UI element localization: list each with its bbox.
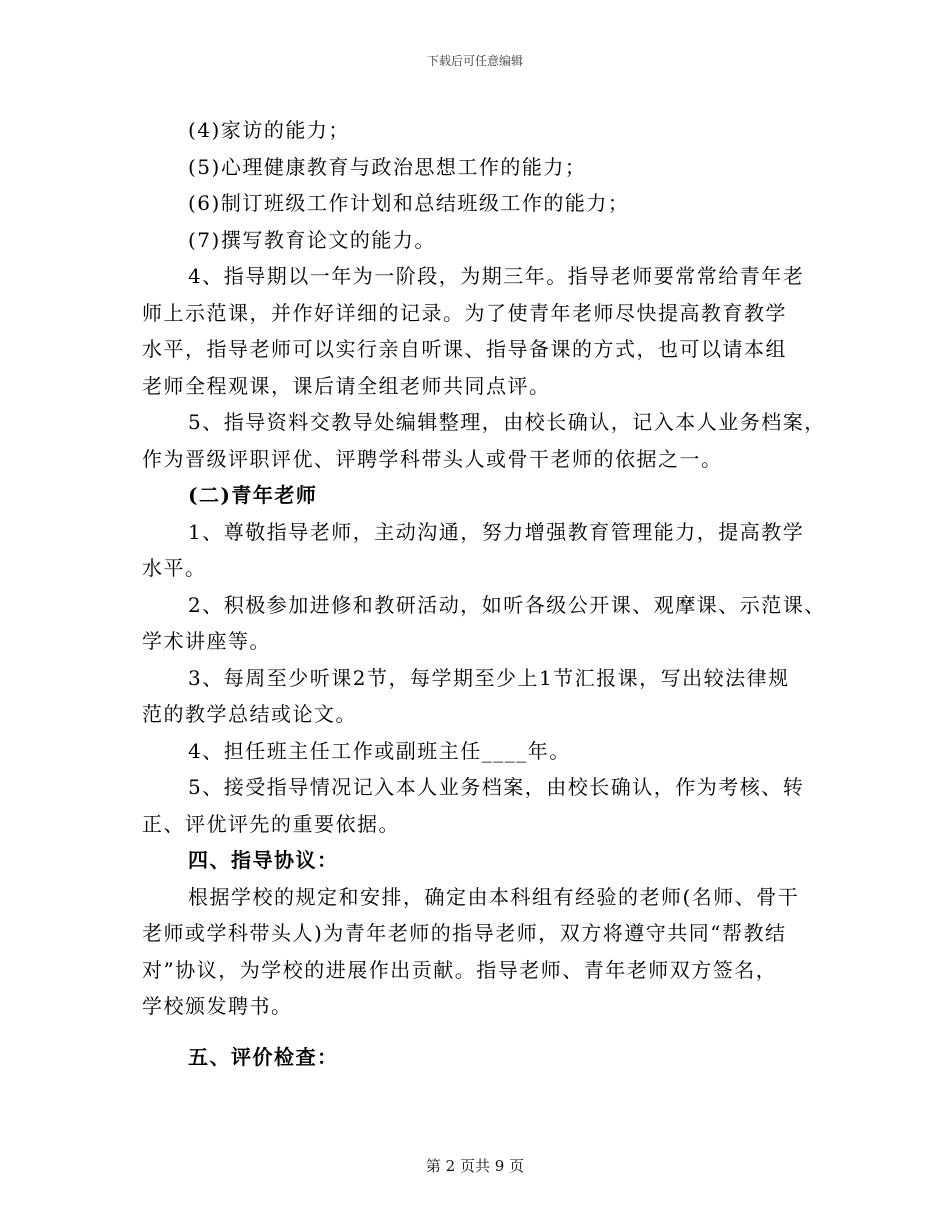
page-number-footer: 第 2 页共 9 页: [425, 1157, 525, 1175]
text-line: 对”协议，为学校的进展作出贡献。指导老师、青年老师双方签名，: [142, 957, 778, 982]
text-line: (7)撰写教育论文的能力。: [188, 227, 436, 252]
spacer: [142, 1025, 842, 1039]
text-line: 学术讲座等。: [142, 629, 271, 653]
text-line: 作为晋级评职评优、评聘学科带头人或骨干老师的依据之一。: [142, 446, 723, 471]
section-heading: 四、指导协议：: [188, 848, 339, 872]
text-line: 老师或学科带头人)为青年老师的指导老师，双方将遵守共同“帮教结: [142, 921, 787, 945]
text-line: 3、每周至少听课2节，每学期至少上1节汇报课，写出较法律规: [188, 665, 790, 690]
text-line: (6)制订班级工作计划和总结班级工作的能力；: [188, 191, 630, 215]
text-line: (4)家访的能力；: [188, 118, 350, 142]
text-line: 水平，指导老师可以实行亲自听课、指导备课的方式，也可以请本组: [142, 337, 787, 361]
document-body: [142, 112, 842, 1075]
text-line: 4、担任班主任工作或副班主任____年。: [188, 738, 571, 763]
text-line: 2、积极参加进修和教研活动，如听各级公开课、观摩课、示范课、: [188, 592, 826, 617]
text-line: 正、评优评先的重要依据。: [142, 811, 400, 836]
text-line: 根据学校的规定和安排，确定由本科组有经验的老师(名师、骨干: [188, 884, 800, 909]
text-line: 5、接受指导情况记入本人业务档案，由校长确认，作为考核、转: [188, 775, 805, 799]
section-heading: 五、评价检查：: [188, 1044, 339, 1069]
text-line: 范的教学总结或论文。: [142, 702, 357, 726]
text-line: (5)心理健康教育与政治思想工作的能力；: [188, 154, 587, 179]
text-line: 水平。: [142, 556, 207, 580]
text-line: 老师全程观课，课后请全组老师共同点评。: [142, 373, 551, 398]
text-line: 5、指导资料交教导处编辑整理，由校长确认，记入本人业务档案，: [188, 410, 826, 434]
text-line: 4、指导期以一年为一阶段，为期三年。指导老师要常常给青年老: [188, 264, 805, 288]
text-line: 1、尊敬指导老师，主动沟通，努力增强教育管理能力，提高教学: [188, 519, 805, 544]
text-line: 师上示范课，并作好详细的记录。为了使青年老师尽快提高教育教学: [142, 300, 787, 325]
section-heading: (二)青年老师: [188, 483, 318, 507]
text-line: 学校颁发聘书。: [142, 994, 293, 1018]
page-header: 下载后可任意编辑: [426, 54, 523, 68]
